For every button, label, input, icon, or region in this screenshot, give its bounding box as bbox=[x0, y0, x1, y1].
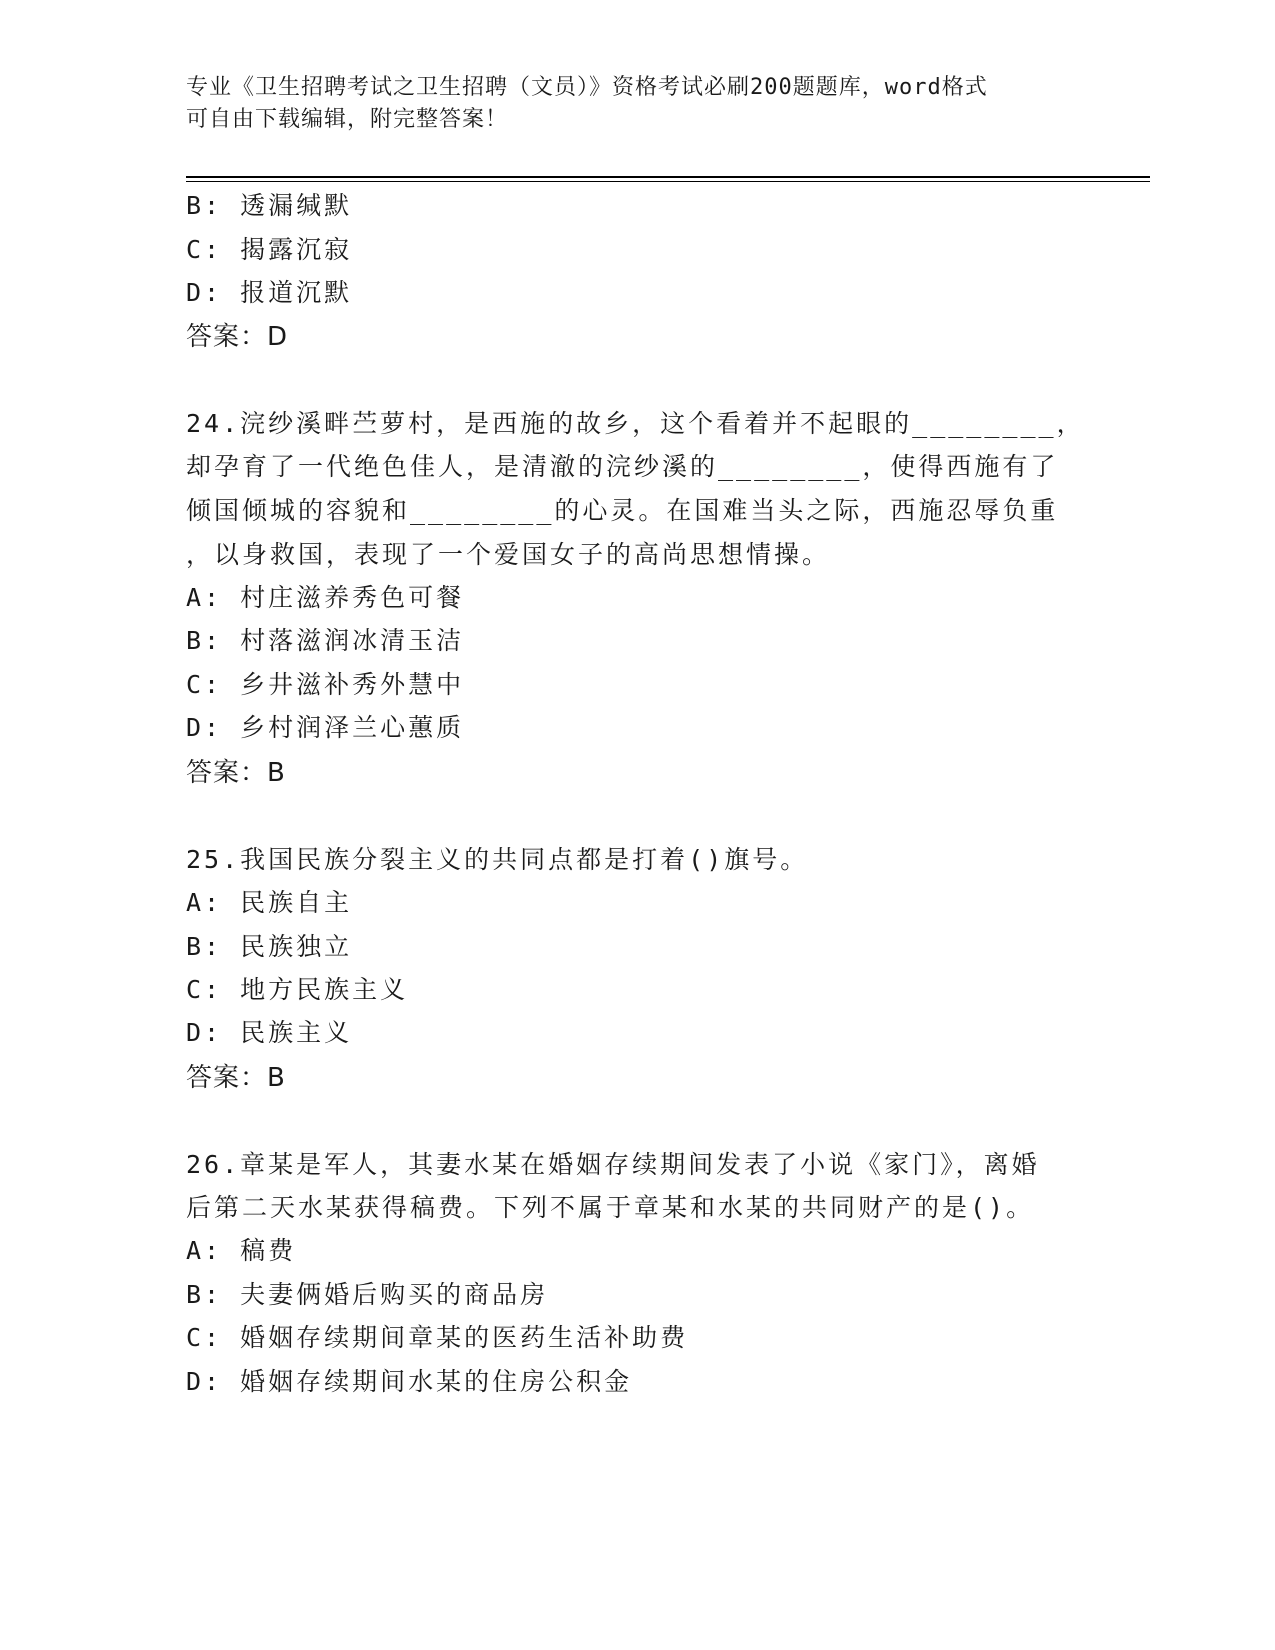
option-b: B: 透漏缄默 bbox=[186, 191, 353, 220]
header-rule-thick bbox=[186, 176, 1150, 178]
document-header bbox=[186, 72, 1086, 136]
question-25-option-b: B: 民族独立 bbox=[186, 932, 353, 961]
question-24-stem-line-4: ，以身救国，表现了一个爱国女子的高尚思想情操。 bbox=[186, 540, 831, 569]
question-24-stem-line-1: 24.浣纱溪畔苎萝村，是西施的故乡，这个看着并不起眼的________， bbox=[186, 409, 1085, 438]
header-line-1: 专业《卫生招聘考试之卫生招聘（文员）》资格考试必刷200题题库，word格式 bbox=[186, 75, 988, 100]
question-24-option-c: C: 乡井滋补秀外慧中 bbox=[186, 670, 465, 699]
question-24-option-b: B: 村落滋润冰清玉洁 bbox=[186, 626, 465, 655]
header-rule-thin bbox=[186, 181, 1150, 182]
question-24-stem-line-2: 却孕育了一代绝色佳人，是清澈的浣纱溪的________，使得西施有了 bbox=[186, 452, 1059, 481]
question-24-answer: 答案：B bbox=[186, 758, 286, 788]
question-24-option-d: D: 乡村润泽兰心蕙质 bbox=[186, 713, 465, 742]
question-25-option-d: D: 民族主义 bbox=[186, 1018, 353, 1047]
question-25-stem: 25.我国民族分裂主义的共同点都是打着()旗号。 bbox=[186, 845, 809, 874]
question-24-option-a: A: 村庄滋养秀色可餐 bbox=[186, 583, 465, 612]
question-25-option-a: A: 民族自主 bbox=[186, 888, 353, 917]
question-24-stem-line-3: 倾国倾城的容貌和________的心灵。在国难当头之际，西施忍辱负重 bbox=[186, 496, 1059, 525]
question-26-option-c: C: 婚姻存续期间章某的医药生活补助费 bbox=[186, 1323, 689, 1352]
question-26-option-d: D: 婚姻存续期间水某的住房公积金 bbox=[186, 1367, 633, 1396]
question-26-stem-line-1: 26.章某是军人，其妻水某在婚姻存续期间发表了小说《家门》，离婚 bbox=[186, 1150, 1040, 1179]
header-line-2: 可自由下载编辑，附完整答案！ bbox=[186, 107, 509, 132]
question-25-answer: 答案：B bbox=[186, 1063, 286, 1093]
option-d: D: 报道沉默 bbox=[186, 278, 353, 307]
question-26-stem-line-2: 后第二天水某获得稿费。下列不属于章某和水某的共同财产的是()。 bbox=[186, 1193, 1035, 1222]
question-26-option-a: A: 稿费 bbox=[186, 1236, 297, 1265]
answer-label: 答案：D bbox=[186, 322, 289, 352]
question-26-option-b: B: 夫妻俩婚后购买的商品房 bbox=[186, 1280, 549, 1309]
option-c: C: 揭露沉寂 bbox=[186, 235, 353, 264]
question-25-option-c: C: 地方民族主义 bbox=[186, 975, 409, 1004]
